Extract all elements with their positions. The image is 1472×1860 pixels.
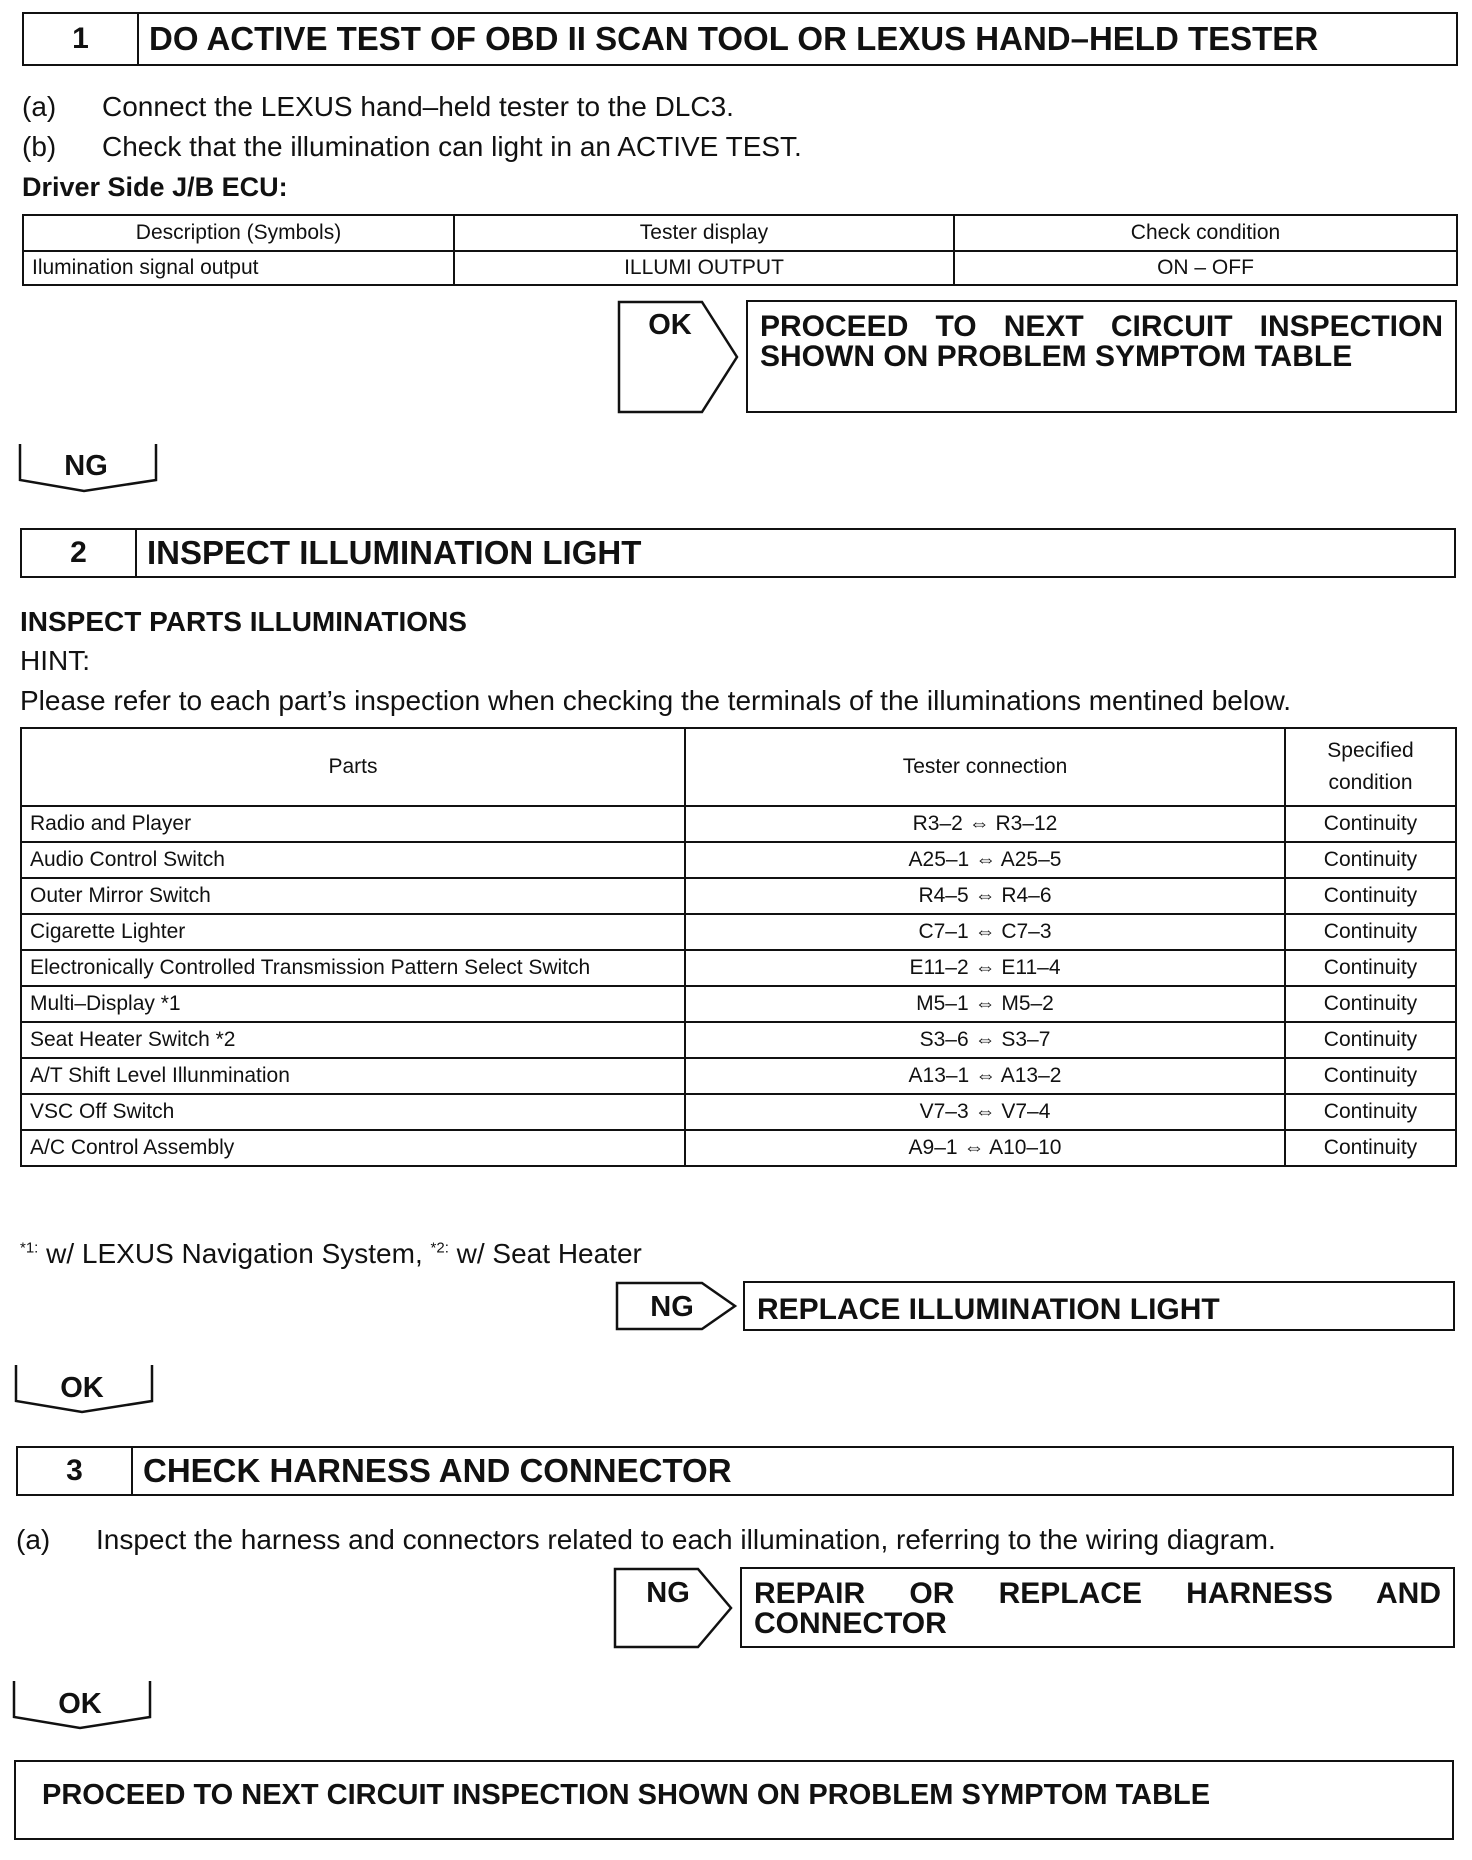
step1-ok-result-line1: PROCEED TO NEXT CIRCUIT INSPECTION [760, 310, 1443, 343]
table-cell: Multi–Display *1 [21, 986, 685, 1022]
table-cell: Continuity [1285, 1130, 1456, 1166]
table-cell: Continuity [1285, 842, 1456, 878]
table-cell: Continuity [1285, 914, 1456, 950]
step1-ok-result-line2: SHOWN ON PROBLEM SYMPTOM TABLE [760, 340, 1353, 373]
step3-instruction-a-text: Inspect the harness and connectors related to each illumination, referring to the wiring diagram. [96, 1524, 1276, 1555]
table-cell: Continuity [1285, 1094, 1456, 1130]
step2-subheading: INSPECT PARTS ILLUMINATIONS [20, 606, 467, 637]
table-cell: ILLUMI OUTPUT [454, 251, 954, 285]
step1-instruction-b-text: Check that the illumination can light in an ACTIVE TEST. [102, 131, 802, 162]
step3-ng-label: NG [646, 1577, 690, 1609]
table-cell: Outer Mirror Switch [21, 878, 685, 914]
step1-ok-label: OK [648, 309, 692, 341]
table-cell: Audio Control Switch [21, 842, 685, 878]
step1-title: DO ACTIVE TEST OF OBD II SCAN TOOL OR LEXUS HAND–HELD TESTER [149, 20, 1319, 57]
table-cell: R3–2 ⇔ R3–12 [685, 806, 1285, 842]
step3-title: CHECK HARNESS AND CONNECTOR [143, 1452, 732, 1489]
step2-number: 2 [22, 530, 137, 576]
step2-hint-text: Please refer to each part’s inspection when checking the terminals of the illuminations mentined below. [20, 685, 1292, 716]
table-cell: Seat Heater Switch *2 [21, 1022, 685, 1058]
table-cell: E11–2 ⇔ E11–4 [685, 950, 1285, 986]
table-header-cell: Check condition [954, 215, 1457, 251]
step2-title: INSPECT ILLUMINATION LIGHT [147, 534, 642, 571]
step1-instruction-a-tag: (a) [22, 91, 57, 122]
step2-ng-label: NG [650, 1291, 694, 1323]
footnote1-text: w/ LEXUS Navigation System, [38, 1238, 431, 1269]
step3-number: 3 [18, 1448, 133, 1494]
step1-ok-arrow-shape [619, 302, 737, 412]
table-header-cell: Tester display [454, 215, 954, 251]
step2-ng-result: REPLACE ILLUMINATION LIGHT [743, 1281, 1455, 1331]
step1-instruction-b-tag: (b) [22, 131, 57, 162]
step2-hint-label: HINT: [20, 645, 90, 676]
footnote2-mark: *2: [430, 1239, 449, 1257]
table-cell: Continuity [1285, 1022, 1456, 1058]
table-header-cell: Parts [21, 728, 685, 806]
table-cell: A/T Shift Level Illunmination [21, 1058, 685, 1094]
table-cell: A9–1 ⇔ A10–10 [685, 1130, 1285, 1166]
step3-ng-result-line1: REPAIR OR REPLACE HARNESS AND [754, 1577, 1441, 1610]
table-cell: Continuity [1285, 878, 1456, 914]
table-cell: R4–5 ⇔ R4–6 [685, 878, 1285, 914]
table-cell: S3–6 ⇔ S3–7 [685, 1022, 1285, 1058]
table-header-condition: condition [1328, 771, 1413, 794]
table-cell: Continuity [1285, 986, 1456, 1022]
table-cell: Electronically Controlled Transmission Pattern Select Switch [21, 950, 685, 986]
table-cell: ON – OFF [954, 251, 1457, 285]
table-header-cell: Description (Symbols) [23, 215, 454, 251]
table-cell: V7–3 ⇔ V7–4 [685, 1094, 1285, 1130]
table-header-specified: Specified [1327, 739, 1414, 762]
table-cell: VSC Off Switch [21, 1094, 685, 1130]
table-cell: A/C Control Assembly [21, 1130, 685, 1166]
table-cell: A25–1 ⇔ A25–5 [685, 842, 1285, 878]
step3-instruction-a-tag: (a) [16, 1524, 51, 1555]
table-cell: A13–1 ⇔ A13–2 [685, 1058, 1285, 1094]
table-cell: Continuity [1285, 950, 1456, 986]
step2-ok-tab-shape [16, 1365, 152, 1412]
footnote2-text: w/ Seat Heater [448, 1238, 642, 1269]
table-cell: Cigarette Lighter [21, 914, 685, 950]
step3-ng-result-line2: CONNECTOR [754, 1607, 947, 1640]
final-result: PROCEED TO NEXT CIRCUIT INSPECTION SHOWN ON PROBLEM SYMPTOM TABLE [14, 1760, 1454, 1840]
step1-number: 1 [24, 14, 139, 64]
table-cell: C7–1 ⇔ C7–3 [685, 914, 1285, 950]
step3-ok-label: OK [58, 1688, 102, 1720]
table-cell: Ilumination signal output [23, 251, 454, 285]
step1-instruction-a-text: Connect the LEXUS hand–held tester to the DLC3. [102, 91, 734, 122]
table-cell: Continuity [1285, 806, 1456, 842]
step3-ok-tab-shape [14, 1681, 150, 1728]
step2-ok-label: OK [60, 1372, 104, 1404]
step1-ng-tab-shape [20, 444, 156, 491]
step3-ng-arrow-shape [615, 1569, 731, 1647]
table-cell: Continuity [1285, 1058, 1456, 1094]
step1-table-title: Driver Side J/B ECU: [22, 172, 288, 202]
table-cell: M5–1 ⇔ M5–2 [685, 986, 1285, 1022]
table-header-cell: Tester connection [685, 728, 1285, 806]
step2-ng-arrow-shape [617, 1283, 735, 1329]
footnote1-mark: *1: [20, 1239, 39, 1257]
step1-ng-label: NG [64, 450, 108, 482]
table-cell: Radio and Player [21, 806, 685, 842]
